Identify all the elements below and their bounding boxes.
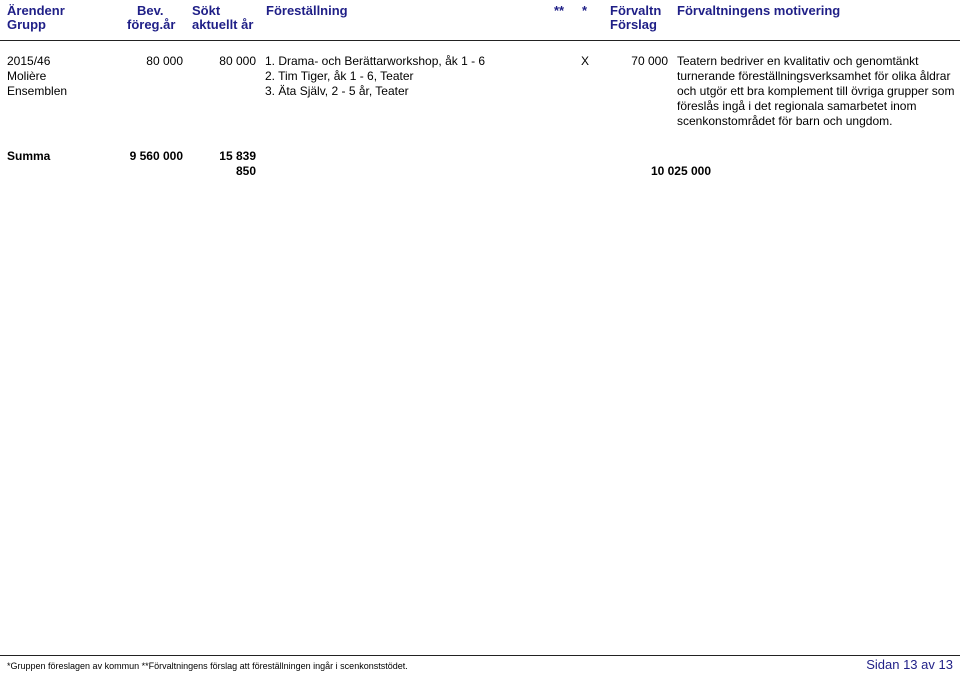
col-header-foreg: föreg.år — [127, 17, 176, 32]
col-header-double-star: ** — [554, 3, 565, 18]
summa-sokt-line1: 15 839 — [219, 149, 256, 163]
col-header-motivering: Förvaltningens motivering — [677, 3, 841, 18]
page-indicator — [866, 657, 953, 672]
col-header-bev: Bev. — [137, 3, 164, 18]
footer-rule — [0, 655, 960, 656]
col-header-grupp: Grupp — [7, 17, 46, 32]
summa-sokt-line2: 850 — [235, 164, 256, 178]
show-item-1: 1. Drama- och Berättarworkshop, åk 1 - 6 — [265, 54, 486, 68]
col-header-sokt: Sökt — [192, 3, 221, 18]
sokt-amount: 80 000 — [219, 54, 256, 68]
col-header-aktuellt: aktuellt år — [192, 17, 254, 32]
group-name-line2: Ensemblen — [7, 84, 68, 98]
summa-forslag: 10 025 000 — [650, 164, 711, 178]
summa-bev: 9 560 000 — [129, 149, 183, 163]
col-header-forslag: Förslag — [610, 17, 657, 32]
show-item-2: 2. Tim Tiger, åk 1 - 6, Teater — [265, 69, 414, 83]
col-header-star: * — [582, 3, 588, 18]
page-total: 13 — [938, 657, 953, 672]
bev-amount: 80 000 — [146, 54, 183, 68]
summa-label: Summa — [7, 149, 51, 163]
group-name-line1: Molière — [7, 69, 47, 83]
kommun-mark: X — [581, 54, 590, 68]
footnote: *Gruppen föreslagen av kommun **Förvaltningens förslag att föreställningen ingår i scenkonststödet. — [7, 661, 408, 671]
col-header-arendenr: Ärendenr — [7, 3, 65, 18]
page-label: Sidan — [866, 657, 900, 672]
header-rule — [0, 40, 960, 41]
motivering-text: Teatern bedriver en kvalitativ och genomtänkt turnerande föreställningsverksamhet för olika åldrar och utgör ett bra komplement till övriga grupper som föreslås ingå i det regionala samarbetet inom scenkonstområdet för barn och ungdom. — [677, 54, 955, 128]
page-number: 13 — [903, 657, 918, 672]
col-header-forestallning: Föreställning — [266, 3, 348, 18]
forslag-amount: 70 000 — [631, 54, 668, 68]
col-header-forvaltn: Förvaltn — [610, 3, 662, 18]
page-of: av — [921, 657, 935, 672]
arende-number: 2015/46 — [7, 54, 51, 68]
show-item-3: 3. Äta Själv, 2 - 5 år, Teater — [265, 84, 409, 98]
